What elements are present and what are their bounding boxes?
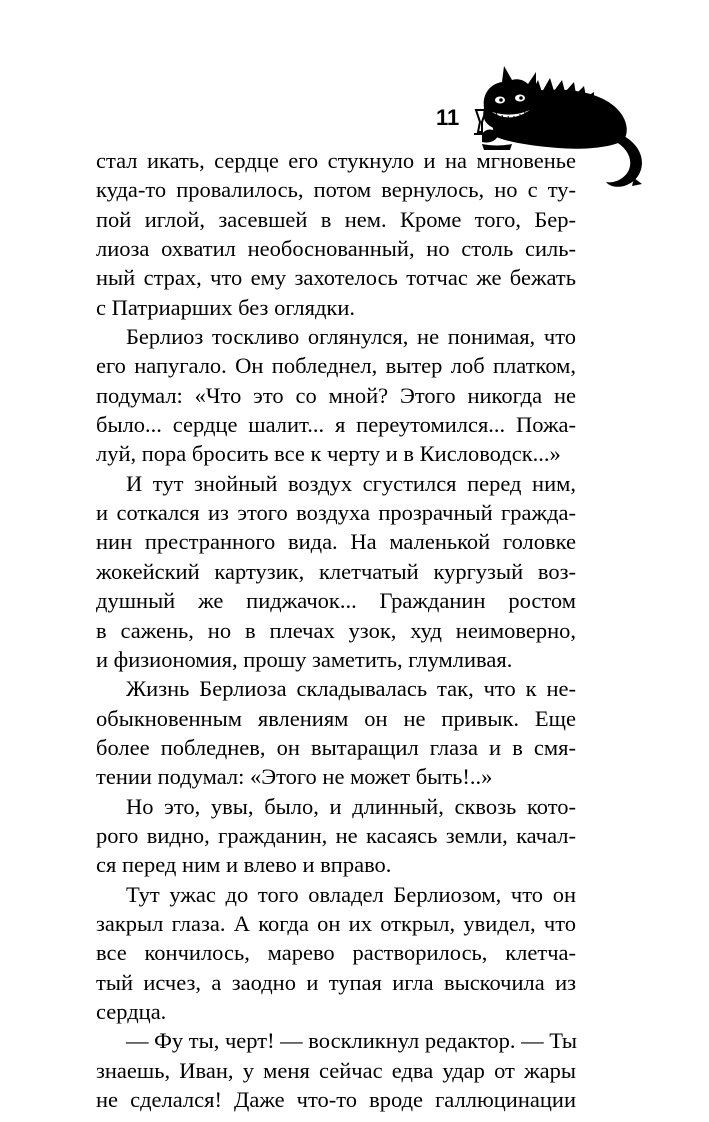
text-line: луй, пора бросить все к черту и в Кисловодск...» [96,441,561,467]
paragraph [96,792,576,880]
text-line: было... сердце шалит... я переутомился... Пожа- [96,412,576,438]
text-line: душный же пиджачок... Гражданин ростом [96,588,576,614]
text-line: лиоза охватил необоснованный, но столь силь- [96,236,576,262]
text-line: И тут знойный воздух сгустился перед ним, [126,470,576,496]
text-line: куда-то провалилось, потом вернулось, но с ту- [96,177,576,203]
text-line: Тут ужас до того овладел Берлиозом, что он [126,881,576,907]
text-line: обыкновенным явлениям он не привык. Еще [96,705,576,731]
paragraph [96,674,576,791]
text-line: — Фу ты, черт! — воскликнул редактор. — Ты [126,1028,578,1054]
text-line: стал икать, сердце его стукнуло и на мгновенье [96,148,576,173]
text-line: в сажень, но в плечах узок, худ неимоверно, [96,617,576,643]
text-line: все кончилось, марево растворилось, клетча- [96,940,576,966]
text-line: рого видно, гражданин, не касаясь земли, качал- [96,822,576,848]
paragraph [96,322,576,469]
text-line: жокейский картузик, клетчатый кургузый воз- [96,558,576,584]
text-line: тении подумал: «Этого не может быть!..» [96,764,493,790]
text-line: закрыл глаза. А когда он их открыл, увидел, что [96,910,576,936]
text-line: ся перед ним и влево и вправо. [96,852,392,878]
text-line: подумал: «Что это со мной? Этого никогда не [96,382,576,408]
text-line: пой иглой, засевшей в нем. Кроме того, Бер- [96,206,576,232]
text-line: ный страх, что ему захотелось тотчас же бежать [96,265,576,291]
body-text [96,146,576,1114]
paragraph [96,146,576,322]
paragraph [96,880,576,1027]
text-line: Жизнь Берлиоза складывалась так, что к не- [126,676,576,702]
text-line: нин престранного вида. На маленькой головке [96,529,576,555]
text-line: и соткался из этого воздуха прозрачный гражда- [96,500,576,526]
page-number: 11 [436,105,460,130]
text-line: Берлиоз тоскливо оглянулся, не понимая, что [126,324,576,350]
text-line: тый исчез, а заодно и тупая игла выскочила из [96,969,576,995]
paragraph [96,1026,576,1114]
paragraph [96,469,576,674]
text-line: не сделался! Даже что-то вроде галлюцинации [96,1087,576,1112]
text-line: с Патриарших без оглядки. [96,294,356,320]
text-line: знаешь, Иван, у меня сейчас едва удар от жары [96,1057,576,1083]
text-line: и физиономия, прошу заметить, глумливая. [96,646,513,672]
text-line: более побледнев, он вытаращил глаза и в смя- [96,734,576,760]
text-line: его напугало. Он побледнел, вытер лоб платком, [96,353,576,379]
text-line: сердца. [96,998,167,1024]
text-line: Но это, увы, было, и длинный, сквозь кото- [126,793,576,819]
